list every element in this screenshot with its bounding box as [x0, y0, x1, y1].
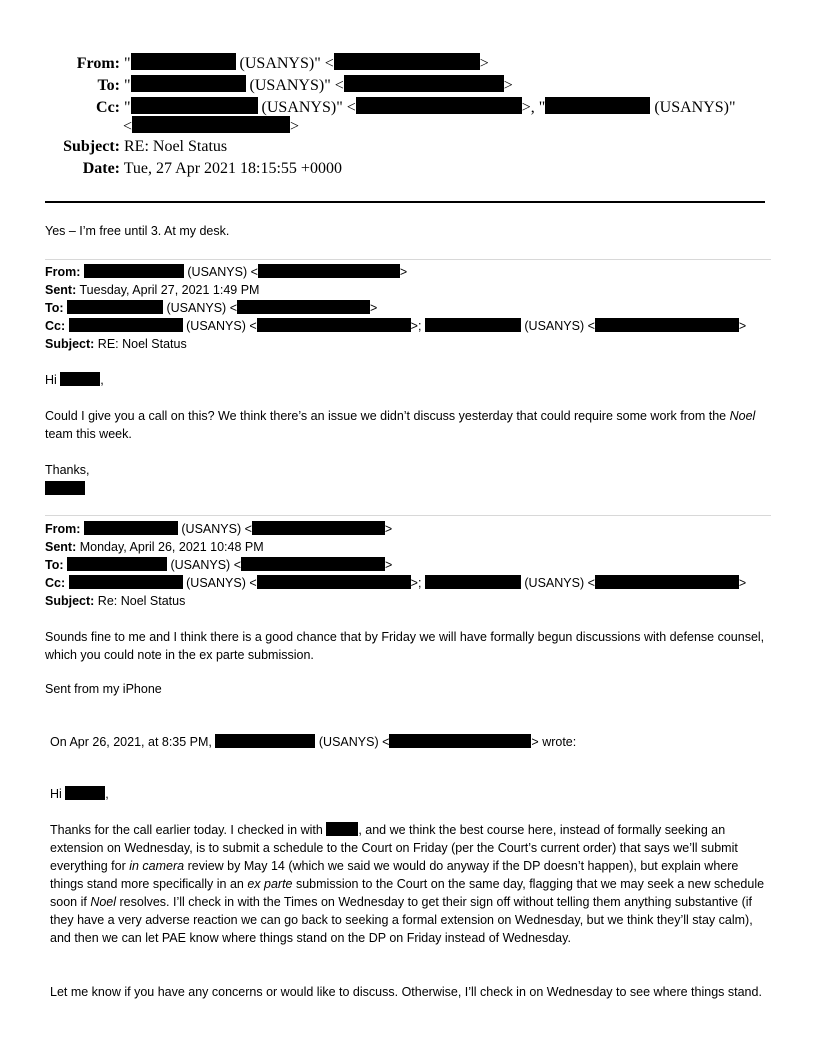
redacted-email: [257, 318, 411, 332]
reply-top: Yes – I’m free until 3. At my desk.: [45, 224, 230, 238]
header-subject: RE: Noel Status: [124, 138, 228, 155]
email3-signature: Sent from my iPhone: [45, 682, 162, 696]
email2-subject-row: [45, 335, 187, 353]
email3-org: (USANYS): [181, 522, 242, 536]
redacted-name: [84, 264, 184, 278]
email2-greeting: Hi: [45, 373, 57, 387]
email3-to-row: To: (USANYS) < >: [45, 558, 393, 572]
email2-from-label: From:: [45, 265, 81, 279]
redacted-name: [131, 75, 246, 92]
message-divider: [45, 259, 771, 260]
redacted-name: [425, 575, 521, 589]
header-cc-label: Cc:: [96, 99, 120, 116]
redacted-name: [65, 786, 105, 800]
email2-thanks: Thanks,: [45, 463, 90, 477]
redacted-email: [258, 264, 400, 278]
redacted-name: [326, 822, 358, 836]
email2-greeting-row: Hi ,: [45, 373, 104, 387]
header-date-label: Date:: [82, 160, 120, 177]
header-cc-row: Cc: " (USANYS)" < >, " (USANYS)": [0, 97, 736, 117]
email3-from-label: From:: [45, 522, 81, 536]
quoted-org: (USANYS): [318, 735, 379, 749]
redacted-email: [132, 116, 290, 133]
email2-org: (USANYS): [187, 265, 248, 279]
redacted-email: [241, 557, 385, 571]
redacted-name: [131, 97, 258, 114]
redacted-signature: [45, 481, 85, 495]
redacted-name: [69, 318, 183, 332]
redacted-name: [67, 557, 167, 571]
header-from-row: From: " (USANYS)" < >: [0, 53, 489, 73]
redacted-email: [237, 300, 370, 314]
email2-subject: RE: Noel Status: [97, 337, 187, 351]
header-date-row: [0, 160, 342, 178]
email3-cc-org1: (USANYS): [186, 576, 246, 590]
quoted-paragraph-2: Let me know if you have any concerns or would like to discuss. Otherwise, I’ll check in on Wednesday to see where things stand.: [50, 985, 762, 999]
header-cc-org2: (USANYS)": [654, 99, 736, 116]
message-divider: [45, 515, 771, 516]
quoted-greeting-row: Hi ,: [50, 787, 109, 801]
redacted-name: [67, 300, 163, 314]
redacted-email: [334, 53, 480, 70]
email2-cc-label: Cc:: [45, 319, 66, 333]
email2-cc-row: Cc: (USANYS) < >; (USANYS) < >: [45, 319, 747, 333]
header-subject-row: [0, 138, 227, 156]
email2-cc-org1: (USANYS): [186, 319, 246, 333]
email2-sent-label: Sent:: [45, 283, 77, 297]
email2-subject-label: Subject:: [45, 337, 95, 351]
redacted-name: [425, 318, 521, 332]
redacted-email: [344, 75, 504, 92]
header-date: Tue, 27 Apr 2021 18:15:55 +0000: [123, 160, 342, 177]
email3-to-org: (USANYS): [170, 558, 231, 572]
header-divider: [45, 201, 765, 203]
email2-sent-row: [45, 281, 259, 299]
header-to-row: To: " (USANYS)" < >: [0, 75, 513, 95]
email3-cc-label: Cc:: [45, 576, 66, 590]
header-subject-label: Subject:: [63, 138, 120, 155]
email3-sent: Monday, April 26, 2021 10:48 PM: [79, 540, 264, 554]
header-from-label: From:: [76, 55, 120, 72]
redacted-email: [257, 575, 411, 589]
redacted-email: [595, 318, 739, 332]
redacted-email: [389, 734, 531, 748]
redacted-email: [252, 521, 385, 535]
quoted-greeting: Hi: [50, 787, 62, 801]
redacted-email: [595, 575, 739, 589]
email2-sent: Tuesday, April 27, 2021 1:49 PM: [79, 283, 260, 297]
header-to-org: (USANYS)": [249, 77, 331, 94]
redacted-name: [215, 734, 315, 748]
email2-to-org: (USANYS): [166, 301, 227, 315]
email2-from-row: From: (USANYS) < >: [45, 265, 408, 279]
email2-cc-org2: (USANYS): [524, 319, 585, 333]
email2-to-row: To: (USANYS) < >: [45, 301, 378, 315]
email3-body: Sounds fine to me and I think there is a good chance that by Friday we will have formally begun discussions with defense counsel, which you could note in the ex parte submission.: [45, 630, 765, 662]
header-from-org: (USANYS)": [239, 55, 321, 72]
quoted-on-prefix: On Apr 26, 2021, at 8:35 PM,: [50, 735, 212, 749]
redacted-name: [60, 372, 100, 386]
email3-cc-row: Cc: (USANYS) < >; (USANYS) < >: [45, 576, 747, 590]
quoted-wrote: wrote:: [542, 735, 577, 749]
redacted-email: [356, 97, 522, 114]
redacted-name: [131, 53, 236, 70]
header-cc-row2: < >: [123, 118, 300, 135]
email3-from-row: From: (USANYS) < >: [45, 522, 393, 536]
redacted-name: [545, 97, 650, 114]
header-cc-org1: (USANYS)": [261, 99, 343, 116]
email3-subject-row: [45, 592, 185, 610]
email2-to-label: To:: [45, 301, 64, 315]
redacted-name: [84, 521, 178, 535]
quoted-intro: On Apr 26, 2021, at 8:35 PM, (USANYS) < > wrote:: [50, 735, 577, 749]
email3-to-label: To:: [45, 558, 64, 572]
email3-cc-org2: (USANYS): [524, 576, 585, 590]
email3-subject-label: Subject:: [45, 594, 95, 608]
email3-sent-label: Sent:: [45, 540, 77, 554]
redacted-name: [69, 575, 183, 589]
header-to-label: To:: [97, 77, 120, 94]
email3-sent-row: [45, 538, 264, 556]
email2-body: Could I give you a call on this? We think there’s an issue we didn’t discuss yesterday that could require some work from the Noel team this week.: [45, 409, 756, 441]
quoted-paragraph-1: Thanks for the call earlier today. I checked in with , and we think the best course here, instead of formally seeking an extension on Wednesday, is to submit a schedule to the Court on Friday (per the Court’s current order) that says we’ll submit everything for in camera review by May 14 (which we said we would do anyway if the DP doesn’t happen), but explain where things stand more specifically in an ex parte submission to the Court on the same day, flagging that we may seek a new schedule soon if Noel resolves. I’ll check in with the Times on Wednesday to get their sign off without telling them anything substantive (if they have a very adverse reaction we can go back to seeking a formal extension on Wednesday, but we think they’ll stay calm), and then we can let PAE know where things stand on the DP on Friday instead of Wednesday.: [50, 823, 765, 945]
email3-subject: Re: Noel Status: [97, 594, 186, 608]
